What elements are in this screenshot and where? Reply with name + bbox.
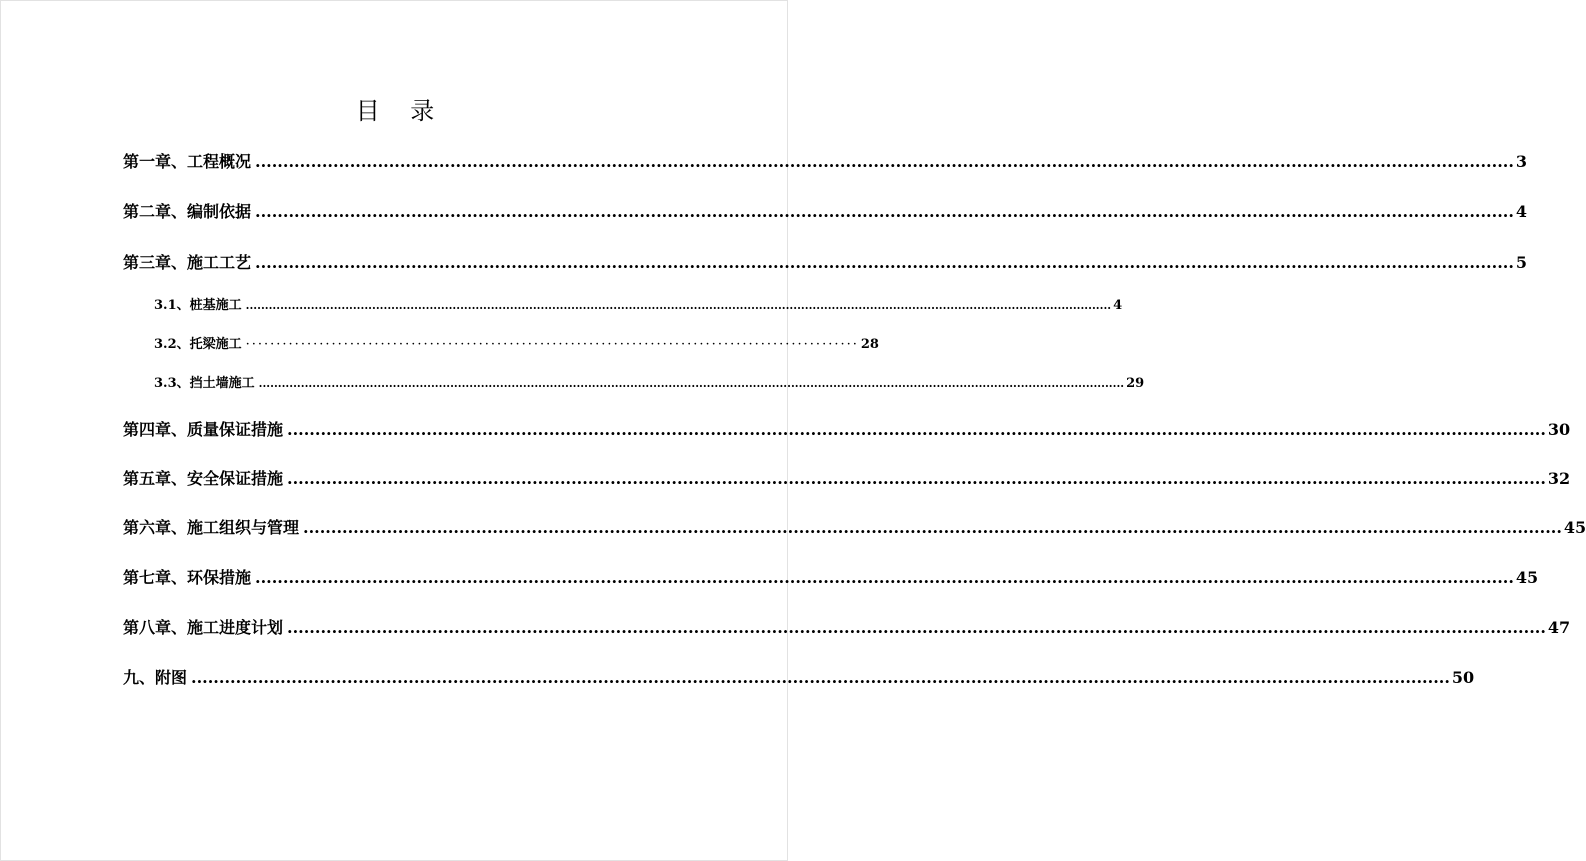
toc-leader-dots: ..................................................................................................................................................................................................................................: [255, 152, 1514, 171]
toc-leader-dots: ..................................................................................................................................................................................................................................: [287, 420, 1546, 439]
toc-entry-label: 第七章、环保措施: [123, 568, 252, 587]
toc-entry-page: 32: [1547, 469, 1571, 488]
toc-leader-dots: ..................................................................................................................................................................................................................................: [287, 469, 1546, 488]
toc-entry-page: 28: [860, 337, 879, 352]
toc-entry-page: 30: [1547, 420, 1571, 439]
toc-leader-dots: ..................................................................................................................................................................................................................................: [287, 618, 1546, 637]
toc-entry-section-3-1[interactable]: [154, 297, 1123, 315]
toc-leader-dots: ..................................................................................................................................................................................................................................: [255, 202, 1514, 221]
toc-entry-page: 45: [1563, 518, 1586, 537]
toc-entry-page: 29: [1126, 376, 1145, 391]
toc-entry-page: 4: [1515, 202, 1528, 221]
toc-entry-label: 3.2、托梁施工: [154, 337, 242, 352]
toc-entry-label: 第一章、工程概况: [123, 152, 252, 171]
toc-entry-page: 4: [1113, 298, 1123, 313]
toc-leader-dots: ····································································································: [245, 337, 859, 352]
toc-leader-dots: ..................................................................................................................................................................................................................................: [258, 377, 1125, 390]
toc-entry-chapter-2[interactable]: [123, 201, 1528, 223]
toc-leader-dots: ..................................................................................................................................................................................................................................: [245, 299, 1112, 312]
toc-entry-chapter-1[interactable]: [123, 151, 1528, 173]
toc-title: 目 录: [355, 97, 435, 125]
toc-entry-label: 九、附图: [123, 668, 188, 687]
toc-entry-chapter-6[interactable]: [123, 517, 1586, 539]
toc-entry-chapter-8[interactable]: [123, 617, 1571, 639]
toc-entry-section-3-3[interactable]: [154, 375, 1145, 393]
toc-entry-page: 3: [1515, 152, 1528, 171]
toc-entry-appendix[interactable]: [123, 667, 1475, 689]
toc-entry-page: 47: [1547, 618, 1571, 637]
toc-entry-chapter-3[interactable]: [123, 252, 1528, 274]
toc-entry-label: 3.1、桩基施工: [154, 298, 242, 313]
toc-leader-dots: ..................................................................................................................................................................................................................................: [255, 568, 1514, 587]
toc-entry-label: 第六章、施工组织与管理: [123, 518, 300, 537]
toc-entry-label: 第二章、编制依据: [123, 202, 252, 221]
toc-leader-dots: ..................................................................................................................................................................................................................................: [303, 518, 1562, 537]
toc-entry-page: 50: [1451, 668, 1475, 687]
toc-entry-chapter-5[interactable]: [123, 468, 1571, 490]
toc-entry-label: 第三章、施工工艺: [123, 253, 252, 272]
toc-entry-chapter-4[interactable]: [123, 419, 1571, 441]
toc-entry-label: 3.3、挡土墙施工: [154, 376, 255, 391]
toc-leader-dots: ..................................................................................................................................................................................................................................: [191, 668, 1450, 687]
toc-entry-label: 第四章、质量保证措施: [123, 420, 284, 439]
toc-entry-label: 第五章、安全保证措施: [123, 469, 284, 488]
toc-entry-page: 5: [1515, 253, 1528, 272]
toc-entry-section-3-2[interactable]: [154, 336, 879, 354]
toc-entry-label: 第八章、施工进度计划: [123, 618, 284, 637]
toc-entry-chapter-7[interactable]: [123, 567, 1539, 589]
toc-leader-dots: ..................................................................................................................................................................................................................................: [255, 253, 1514, 272]
toc-entry-page: 45: [1515, 568, 1539, 587]
